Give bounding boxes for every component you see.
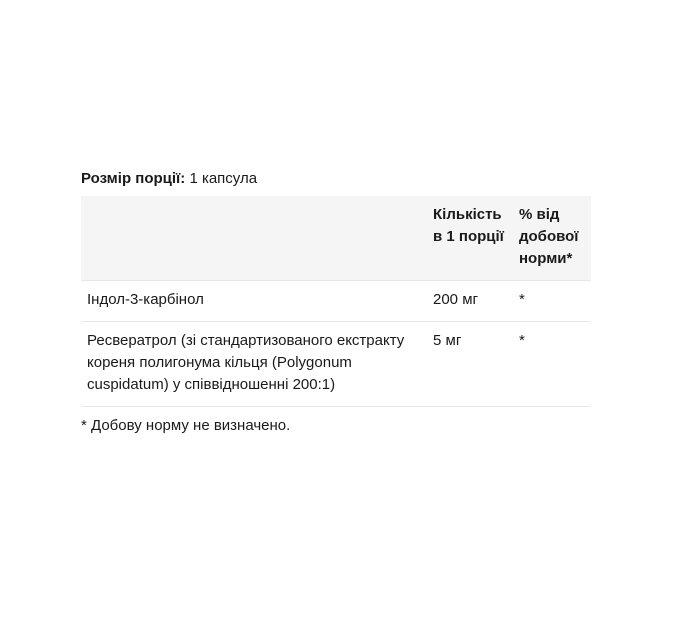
serving-size-value: 1 капсула bbox=[189, 170, 258, 187]
table-row bbox=[81, 281, 591, 322]
ingredient-daily-value: * bbox=[513, 281, 591, 322]
ingredient-daily-value: * bbox=[513, 322, 591, 407]
ingredient-name: Ресвератрол (зі стандартизованого екстракту кореня полигонума кільця (Polygonum cuspidatum) у співвідношенні 200:1) bbox=[81, 322, 427, 407]
header-amount: Кількість в 1 порції bbox=[433, 206, 504, 245]
header-daily-value: % від добової норми* bbox=[519, 206, 579, 267]
serving-size-label: Розмір порції: bbox=[81, 170, 186, 187]
ingredient-name: Індол-3-карбінол bbox=[81, 281, 427, 322]
nutrition-table bbox=[81, 196, 591, 407]
supplement-facts-panel bbox=[81, 168, 591, 437]
header-ingredient bbox=[81, 196, 427, 281]
footnote: * Добову норму не визначено. bbox=[81, 417, 291, 434]
table-row bbox=[81, 322, 591, 407]
serving-size bbox=[81, 168, 591, 190]
ingredient-amount: 200 мг bbox=[427, 281, 513, 322]
ingredient-amount: 5 мг bbox=[427, 322, 513, 407]
table-header-row bbox=[81, 196, 591, 281]
